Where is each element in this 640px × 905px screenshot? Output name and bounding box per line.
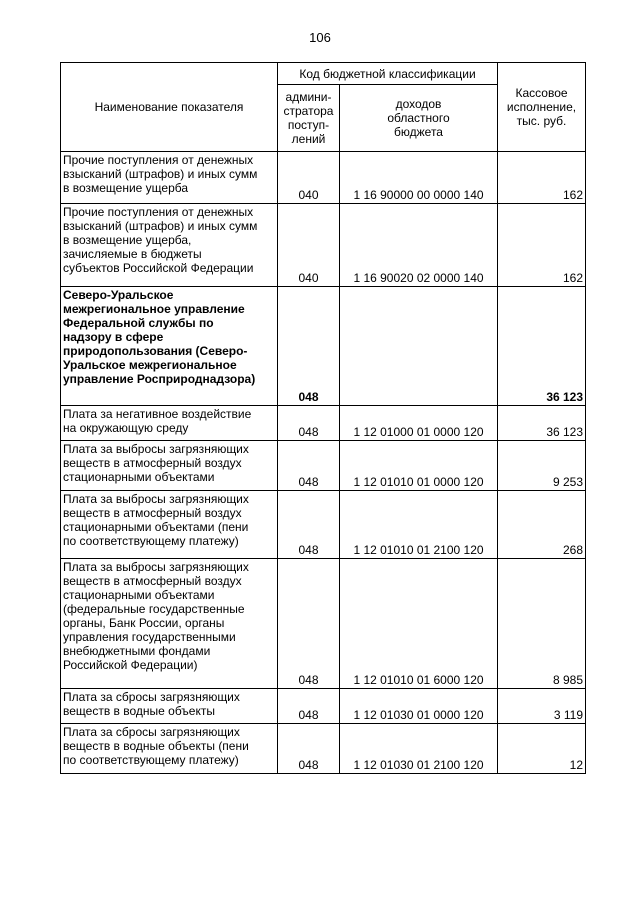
table-body (61, 152, 586, 774)
table-row (61, 689, 586, 724)
row-income-code: 1 12 01000 01 0000 120 (340, 406, 498, 441)
row-cash-amount: 36 123 (498, 406, 586, 441)
header-administrator: админи- стратора поступ- лений (278, 85, 340, 152)
row-name: Плата за выбросы загрязняющих веществ в атмосферный воздух стационарными объектами (федеральные государственные органы, Банк России, органы управления государственными внебюджетными фондами Российской Федерации) (61, 559, 278, 689)
row-admin-code: 040 (278, 204, 340, 287)
row-income-code: 1 12 01030 01 0000 120 (340, 689, 498, 724)
table-row (61, 441, 586, 491)
table-row (61, 406, 586, 441)
table-row (61, 491, 586, 559)
row-admin-code: 040 (278, 152, 340, 204)
row-income-code: 1 12 01030 01 2100 120 (340, 724, 498, 774)
row-name: Плата за сбросы загрязняющих веществ в водные объекты (пени по соответствующему платежу) (61, 724, 278, 774)
row-cash-amount: 8 985 (498, 559, 586, 689)
row-name: Прочие поступления от денежных взысканий (штрафов) и иных сумм в возмещение ущерба, зачисляемые в бюджеты субъектов Российской Федерации (61, 204, 278, 287)
table-row (61, 204, 586, 287)
page-number: 106 (309, 30, 331, 45)
header-indicator-name: Наименование показателя (61, 63, 278, 152)
row-income-code: 1 12 01010 01 2100 120 (340, 491, 498, 559)
row-income-code: 1 12 01010 01 0000 120 (340, 441, 498, 491)
row-name: Плата за сбросы загрязняющих веществ в водные объекты (61, 689, 278, 724)
row-name: Плата за негативное воздействие на окружающую среду (61, 406, 278, 441)
row-admin-code: 048 (278, 287, 340, 406)
row-cash-amount: 9 253 (498, 441, 586, 491)
row-income-code: 1 16 90020 02 0000 140 (340, 204, 498, 287)
header-cash-execution: Кассовое исполнение, тыс. руб. (498, 63, 586, 152)
row-cash-amount: 162 (498, 152, 586, 204)
row-admin-code: 048 (278, 689, 340, 724)
budget-table (60, 62, 586, 774)
row-name: Плата за выбросы загрязняющих веществ в атмосферный воздух стационарными объектами (61, 441, 278, 491)
row-name: Северо-Уральское межрегиональное управление Федеральной службы по надзору в сфере природопользования (Северо- Уральское межрегиональное управление Росприроднадзора) (61, 287, 278, 406)
row-income-code: 1 16 90000 00 0000 140 (340, 152, 498, 204)
row-admin-code: 048 (278, 491, 340, 559)
row-admin-code: 048 (278, 724, 340, 774)
row-income-code (340, 287, 498, 406)
row-income-code: 1 12 01010 01 6000 120 (340, 559, 498, 689)
row-name: Прочие поступления от денежных взысканий (штрафов) и иных сумм в возмещение ущерба (61, 152, 278, 204)
row-cash-amount: 36 123 (498, 287, 586, 406)
header-budget-code: Код бюджетной классификации (278, 63, 498, 85)
row-admin-code: 048 (278, 559, 340, 689)
header-income-code: доходов областного бюджета (340, 85, 498, 152)
row-admin-code: 048 (278, 406, 340, 441)
table-row (61, 287, 586, 406)
row-cash-amount: 162 (498, 204, 586, 287)
row-cash-amount: 268 (498, 491, 586, 559)
row-admin-code: 048 (278, 441, 340, 491)
table-row (61, 724, 586, 774)
row-cash-amount: 3 119 (498, 689, 586, 724)
table-row (61, 152, 586, 204)
row-name: Плата за выбросы загрязняющих веществ в атмосферный воздух стационарными объектами (пени по соответствующему платежу) (61, 491, 278, 559)
row-cash-amount: 12 (498, 724, 586, 774)
table-row (61, 559, 586, 689)
